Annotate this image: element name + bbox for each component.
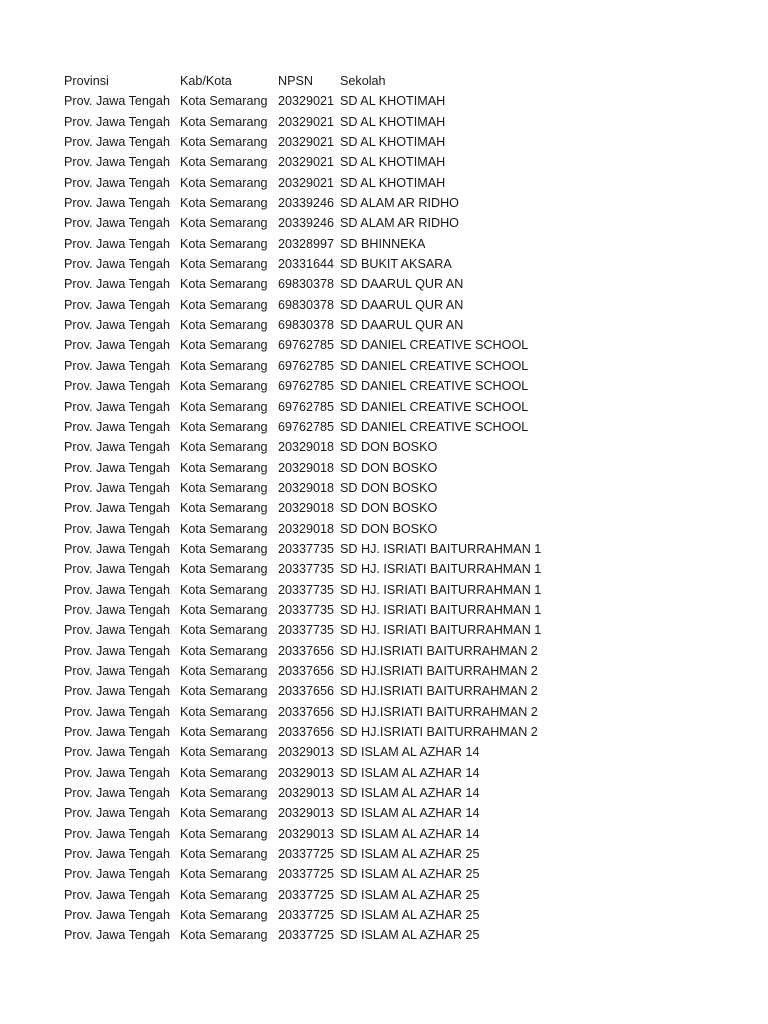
cell-sekolah: SD DON BOSKO bbox=[340, 440, 438, 455]
cell-kab-kota: Kota Semarang bbox=[180, 236, 268, 251]
table-row bbox=[64, 681, 754, 701]
cell-npsn: 20337656 bbox=[278, 643, 335, 658]
table-row bbox=[64, 112, 754, 132]
cell-kab-kota: Kota Semarang bbox=[180, 297, 268, 312]
table-row bbox=[64, 803, 754, 823]
table-row bbox=[64, 295, 754, 315]
table-row bbox=[64, 213, 754, 233]
cell-kab-kota: Kota Semarang bbox=[180, 419, 268, 434]
cell-sekolah: SD ISLAM AL AZHAR 14 bbox=[340, 826, 480, 841]
cell-npsn: 20337656 bbox=[278, 704, 335, 719]
cell-sekolah: SD ISLAM AL AZHAR 14 bbox=[340, 806, 480, 821]
cell-provinsi: Prov. Jawa Tengah bbox=[64, 94, 170, 109]
cell-npsn: 20337725 bbox=[278, 908, 335, 923]
cell-kab-kota: Kota Semarang bbox=[180, 379, 268, 394]
table-row bbox=[64, 335, 754, 355]
cell-sekolah: SD HJ. ISRIATI BAITURRAHMAN 1 bbox=[340, 602, 542, 617]
cell-npsn: 69830378 bbox=[278, 277, 335, 292]
column-header-kab-kota: Kab/Kota bbox=[180, 74, 232, 88]
cell-kab-kota: Kota Semarang bbox=[180, 358, 268, 373]
cell-kab-kota: Kota Semarang bbox=[180, 175, 268, 190]
cell-npsn: 20337735 bbox=[278, 541, 335, 556]
cell-sekolah: SD ALAM AR RIDHO bbox=[340, 216, 459, 231]
cell-kab-kota: Kota Semarang bbox=[180, 216, 268, 231]
cell-npsn: 20329013 bbox=[278, 826, 335, 841]
cell-sekolah: SD BHINNEKA bbox=[340, 236, 426, 251]
cell-provinsi: Prov. Jawa Tengah bbox=[64, 440, 170, 455]
cell-sekolah: SD ISLAM AL AZHAR 25 bbox=[340, 928, 480, 943]
cell-npsn: 20331644 bbox=[278, 257, 335, 272]
table-row bbox=[64, 905, 754, 925]
cell-sekolah: SD AL KHOTIMAH bbox=[340, 155, 446, 170]
cell-kab-kota: Kota Semarang bbox=[180, 887, 268, 902]
cell-kab-kota: Kota Semarang bbox=[180, 541, 268, 556]
cell-provinsi: Prov. Jawa Tengah bbox=[64, 135, 170, 150]
cell-kab-kota: Kota Semarang bbox=[180, 765, 268, 780]
cell-provinsi: Prov. Jawa Tengah bbox=[64, 582, 170, 597]
cell-npsn: 20337735 bbox=[278, 562, 335, 577]
cell-provinsi: Prov. Jawa Tengah bbox=[64, 155, 170, 170]
cell-provinsi: Prov. Jawa Tengah bbox=[64, 501, 170, 516]
cell-npsn: 20337656 bbox=[278, 663, 335, 678]
cell-provinsi: Prov. Jawa Tengah bbox=[64, 663, 170, 678]
cell-sekolah: SD ISLAM AL AZHAR 14 bbox=[340, 765, 480, 780]
cell-kab-kota: Kota Semarang bbox=[180, 786, 268, 801]
cell-npsn: 20337656 bbox=[278, 684, 335, 699]
cell-kab-kota: Kota Semarang bbox=[180, 582, 268, 597]
cell-kab-kota: Kota Semarang bbox=[180, 94, 268, 109]
cell-sekolah: SD HJ. ISRIATI BAITURRAHMAN 1 bbox=[340, 623, 542, 638]
cell-npsn: 20337735 bbox=[278, 602, 335, 617]
cell-npsn: 20329021 bbox=[278, 175, 335, 190]
cell-kab-kota: Kota Semarang bbox=[180, 623, 268, 638]
cell-sekolah: SD ISLAM AL AZHAR 14 bbox=[340, 745, 480, 760]
cell-provinsi: Prov. Jawa Tengah bbox=[64, 379, 170, 394]
cell-sekolah: SD DANIEL CREATIVE SCHOOL bbox=[340, 399, 529, 414]
table-row bbox=[64, 844, 754, 864]
cell-kab-kota: Kota Semarang bbox=[180, 114, 268, 129]
cell-npsn: 20329021 bbox=[278, 94, 335, 109]
cell-kab-kota: Kota Semarang bbox=[180, 480, 268, 495]
cell-kab-kota: Kota Semarang bbox=[180, 806, 268, 821]
cell-provinsi: Prov. Jawa Tengah bbox=[64, 887, 170, 902]
cell-npsn: 69830378 bbox=[278, 318, 335, 333]
cell-sekolah: SD AL KHOTIMAH bbox=[340, 114, 446, 129]
cell-provinsi: Prov. Jawa Tengah bbox=[64, 114, 170, 129]
table-row bbox=[64, 580, 754, 600]
cell-sekolah: SD HJ.ISRIATI BAITURRAHMAN 2 bbox=[340, 725, 538, 739]
table-header-row bbox=[64, 71, 754, 91]
cell-sekolah: SD ISLAM AL AZHAR 25 bbox=[340, 908, 480, 923]
cell-npsn: 20329013 bbox=[278, 786, 335, 801]
cell-provinsi: Prov. Jawa Tengah bbox=[64, 318, 170, 333]
cell-provinsi: Prov. Jawa Tengah bbox=[64, 257, 170, 272]
table-row bbox=[64, 864, 754, 884]
cell-provinsi: Prov. Jawa Tengah bbox=[64, 643, 170, 658]
cell-provinsi: Prov. Jawa Tengah bbox=[64, 725, 170, 739]
cell-npsn: 69762785 bbox=[278, 399, 335, 414]
cell-sekolah: SD HJ.ISRIATI BAITURRAHMAN 2 bbox=[340, 684, 538, 699]
cell-sekolah: SD DAARUL QUR AN bbox=[340, 297, 464, 312]
cell-kab-kota: Kota Semarang bbox=[180, 908, 268, 923]
cell-sekolah: SD ISLAM AL AZHAR 14 bbox=[340, 786, 480, 801]
cell-sekolah: SD DANIEL CREATIVE SCHOOL bbox=[340, 379, 529, 394]
cell-sekolah: SD DON BOSKO bbox=[340, 480, 438, 495]
cell-provinsi: Prov. Jawa Tengah bbox=[64, 867, 170, 882]
cell-kab-kota: Kota Semarang bbox=[180, 501, 268, 516]
cell-provinsi: Prov. Jawa Tengah bbox=[64, 745, 170, 760]
cell-npsn: 69762785 bbox=[278, 419, 335, 434]
cell-kab-kota: Kota Semarang bbox=[180, 847, 268, 862]
cell-sekolah: SD HJ. ISRIATI BAITURRAHMAN 1 bbox=[340, 541, 542, 556]
cell-provinsi: Prov. Jawa Tengah bbox=[64, 928, 170, 943]
table-row bbox=[64, 885, 754, 905]
cell-kab-kota: Kota Semarang bbox=[180, 135, 268, 150]
table-row bbox=[64, 478, 754, 498]
cell-kab-kota: Kota Semarang bbox=[180, 338, 268, 353]
table-row bbox=[64, 254, 754, 274]
table-row bbox=[64, 173, 754, 193]
cell-sekolah: SD ALAM AR RIDHO bbox=[340, 196, 459, 211]
cell-npsn: 20339246 bbox=[278, 216, 335, 231]
cell-npsn: 20329018 bbox=[278, 440, 335, 455]
cell-sekolah: SD HJ.ISRIATI BAITURRAHMAN 2 bbox=[340, 663, 538, 678]
cell-npsn: 20337735 bbox=[278, 582, 335, 597]
cell-kab-kota: Kota Semarang bbox=[180, 867, 268, 882]
cell-npsn: 20329013 bbox=[278, 745, 335, 760]
table-row bbox=[64, 702, 754, 722]
cell-provinsi: Prov. Jawa Tengah bbox=[64, 277, 170, 292]
table-row bbox=[64, 91, 754, 111]
table-row bbox=[64, 783, 754, 803]
cell-provinsi: Prov. Jawa Tengah bbox=[64, 908, 170, 923]
cell-sekolah: SD HJ. ISRIATI BAITURRAHMAN 1 bbox=[340, 562, 542, 577]
cell-provinsi: Prov. Jawa Tengah bbox=[64, 602, 170, 617]
cell-npsn: 20337656 bbox=[278, 725, 335, 739]
cell-kab-kota: Kota Semarang bbox=[180, 928, 268, 943]
cell-sekolah: SD AL KHOTIMAH bbox=[340, 94, 446, 109]
table-row bbox=[64, 925, 754, 945]
cell-npsn: 20329013 bbox=[278, 765, 335, 780]
cell-provinsi: Prov. Jawa Tengah bbox=[64, 541, 170, 556]
cell-provinsi: Prov. Jawa Tengah bbox=[64, 826, 170, 841]
cell-kab-kota: Kota Semarang bbox=[180, 826, 268, 841]
cell-sekolah: SD ISLAM AL AZHAR 25 bbox=[340, 847, 480, 862]
cell-provinsi: Prov. Jawa Tengah bbox=[64, 684, 170, 699]
cell-kab-kota: Kota Semarang bbox=[180, 257, 268, 272]
cell-provinsi: Prov. Jawa Tengah bbox=[64, 216, 170, 231]
cell-provinsi: Prov. Jawa Tengah bbox=[64, 521, 170, 536]
table-row bbox=[64, 152, 754, 172]
cell-npsn: 20329013 bbox=[278, 806, 335, 821]
cell-kab-kota: Kota Semarang bbox=[180, 725, 268, 739]
cell-provinsi: Prov. Jawa Tengah bbox=[64, 623, 170, 638]
cell-kab-kota: Kota Semarang bbox=[180, 399, 268, 414]
school-data-table bbox=[64, 71, 754, 946]
cell-sekolah: SD DON BOSKO bbox=[340, 521, 438, 536]
cell-npsn: 20337735 bbox=[278, 623, 335, 638]
table-row bbox=[64, 539, 754, 559]
cell-sekolah: SD DANIEL CREATIVE SCHOOL bbox=[340, 338, 529, 353]
cell-npsn: 69762785 bbox=[278, 358, 335, 373]
cell-npsn: 20339246 bbox=[278, 196, 335, 211]
cell-npsn: 20337725 bbox=[278, 847, 335, 862]
cell-sekolah: SD AL KHOTIMAH bbox=[340, 175, 446, 190]
cell-kab-kota: Kota Semarang bbox=[180, 745, 268, 760]
cell-sekolah: SD DAARUL QUR AN bbox=[340, 277, 464, 292]
cell-provinsi: Prov. Jawa Tengah bbox=[64, 704, 170, 719]
cell-kab-kota: Kota Semarang bbox=[180, 196, 268, 211]
cell-sekolah: SD DAARUL QUR AN bbox=[340, 318, 464, 333]
cell-provinsi: Prov. Jawa Tengah bbox=[64, 236, 170, 251]
cell-kab-kota: Kota Semarang bbox=[180, 440, 268, 455]
table-row bbox=[64, 437, 754, 457]
cell-npsn: 20329021 bbox=[278, 114, 335, 129]
cell-provinsi: Prov. Jawa Tengah bbox=[64, 765, 170, 780]
cell-provinsi: Prov. Jawa Tengah bbox=[64, 175, 170, 190]
cell-sekolah: SD HJ. ISRIATI BAITURRAHMAN 1 bbox=[340, 582, 542, 597]
table-row bbox=[64, 620, 754, 640]
cell-provinsi: Prov. Jawa Tengah bbox=[64, 806, 170, 821]
cell-npsn: 20329021 bbox=[278, 135, 335, 150]
cell-provinsi: Prov. Jawa Tengah bbox=[64, 196, 170, 211]
table-row bbox=[64, 132, 754, 152]
table-row bbox=[64, 661, 754, 681]
column-header-sekolah: Sekolah bbox=[340, 74, 386, 88]
cell-sekolah: SD BUKIT AKSARA bbox=[340, 257, 452, 272]
table-row bbox=[64, 498, 754, 518]
cell-kab-kota: Kota Semarang bbox=[180, 155, 268, 170]
cell-npsn: 20329021 bbox=[278, 155, 335, 170]
cell-npsn: 20337725 bbox=[278, 887, 335, 902]
cell-kab-kota: Kota Semarang bbox=[180, 663, 268, 678]
cell-sekolah: SD HJ.ISRIATI BAITURRAHMAN 2 bbox=[340, 704, 538, 719]
cell-npsn: 20328997 bbox=[278, 236, 335, 251]
cell-provinsi: Prov. Jawa Tengah bbox=[64, 480, 170, 495]
table-row bbox=[64, 722, 754, 742]
cell-provinsi: Prov. Jawa Tengah bbox=[64, 358, 170, 373]
cell-kab-kota: Kota Semarang bbox=[180, 521, 268, 536]
table-body bbox=[64, 91, 754, 945]
cell-sekolah: SD DANIEL CREATIVE SCHOOL bbox=[340, 358, 529, 373]
column-header-provinsi: Provinsi bbox=[64, 74, 109, 88]
table-row bbox=[64, 742, 754, 762]
cell-kab-kota: Kota Semarang bbox=[180, 704, 268, 719]
cell-sekolah: SD DON BOSKO bbox=[340, 460, 438, 475]
cell-sekolah: SD ISLAM AL AZHAR 25 bbox=[340, 887, 480, 902]
table-row bbox=[64, 234, 754, 254]
table-row bbox=[64, 641, 754, 661]
table-row bbox=[64, 763, 754, 783]
cell-npsn: 69830378 bbox=[278, 297, 335, 312]
cell-sekolah: SD AL KHOTIMAH bbox=[340, 135, 446, 150]
cell-npsn: 20329018 bbox=[278, 501, 335, 516]
cell-provinsi: Prov. Jawa Tengah bbox=[64, 338, 170, 353]
cell-provinsi: Prov. Jawa Tengah bbox=[64, 562, 170, 577]
cell-kab-kota: Kota Semarang bbox=[180, 602, 268, 617]
table-row bbox=[64, 356, 754, 376]
cell-kab-kota: Kota Semarang bbox=[180, 318, 268, 333]
cell-sekolah: SD HJ.ISRIATI BAITURRAHMAN 2 bbox=[340, 643, 538, 658]
table-row bbox=[64, 559, 754, 579]
table-row bbox=[64, 193, 754, 213]
cell-provinsi: Prov. Jawa Tengah bbox=[64, 847, 170, 862]
cell-provinsi: Prov. Jawa Tengah bbox=[64, 786, 170, 801]
table-row bbox=[64, 519, 754, 539]
table-row bbox=[64, 315, 754, 335]
column-header-npsn: NPSN bbox=[278, 74, 313, 88]
cell-sekolah: SD DON BOSKO bbox=[340, 501, 438, 516]
cell-kab-kota: Kota Semarang bbox=[180, 684, 268, 699]
cell-provinsi: Prov. Jawa Tengah bbox=[64, 460, 170, 475]
cell-provinsi: Prov. Jawa Tengah bbox=[64, 297, 170, 312]
table-row bbox=[64, 376, 754, 396]
table-row bbox=[64, 824, 754, 844]
cell-npsn: 69762785 bbox=[278, 379, 335, 394]
cell-kab-kota: Kota Semarang bbox=[180, 460, 268, 475]
cell-kab-kota: Kota Semarang bbox=[180, 643, 268, 658]
cell-provinsi: Prov. Jawa Tengah bbox=[64, 399, 170, 414]
cell-npsn: 20337725 bbox=[278, 928, 335, 943]
cell-provinsi: Prov. Jawa Tengah bbox=[64, 419, 170, 434]
table-row bbox=[64, 274, 754, 294]
cell-kab-kota: Kota Semarang bbox=[180, 562, 268, 577]
cell-sekolah: SD ISLAM AL AZHAR 25 bbox=[340, 867, 480, 882]
cell-npsn: 20329018 bbox=[278, 521, 335, 536]
cell-sekolah: SD DANIEL CREATIVE SCHOOL bbox=[340, 419, 529, 434]
cell-npsn: 20329018 bbox=[278, 480, 335, 495]
cell-npsn: 20329018 bbox=[278, 460, 335, 475]
table-row bbox=[64, 458, 754, 478]
cell-kab-kota: Kota Semarang bbox=[180, 277, 268, 292]
table-row bbox=[64, 397, 754, 417]
cell-npsn: 20337725 bbox=[278, 867, 335, 882]
table-row bbox=[64, 417, 754, 437]
cell-npsn: 69762785 bbox=[278, 338, 335, 353]
table-row bbox=[64, 600, 754, 620]
